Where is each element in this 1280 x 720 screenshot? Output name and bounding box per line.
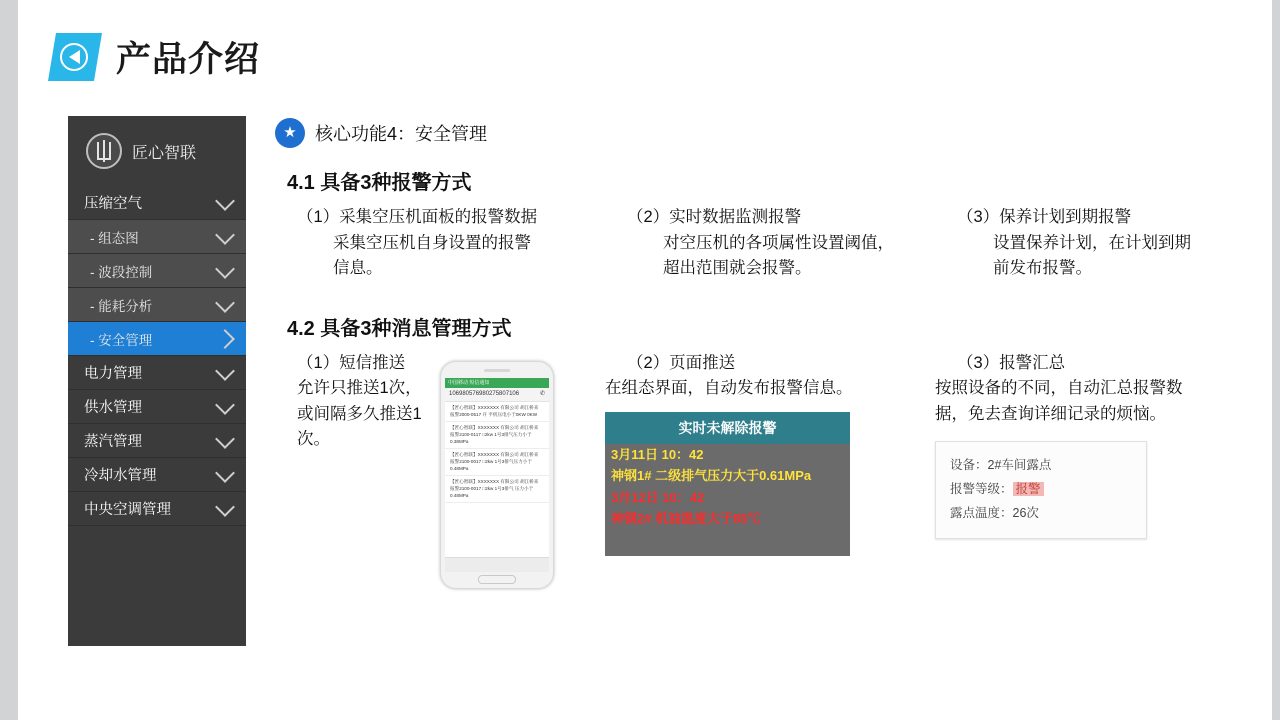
sidebar-item-label: 冷却水管理 — [84, 468, 157, 484]
section-4-1-column-3 — [935, 205, 1265, 282]
text-line: 允许只推送1次， — [297, 379, 422, 398]
app-sidebar-mock — [68, 116, 246, 646]
factory-logo-icon — [86, 133, 122, 169]
phone-mockup-wrap — [275, 361, 605, 591]
star-badge-icon: ★ — [275, 118, 305, 148]
table-row: 3月11日 10：42 — [611, 446, 704, 462]
sidebar-item-label: 蒸汽管理 — [84, 434, 142, 450]
text-line: （1）短信推送 — [297, 353, 406, 372]
text-line: 次。 — [297, 430, 330, 449]
card-row — [950, 454, 1132, 478]
card-row — [950, 502, 1132, 526]
section-4-1-title: 4.1 具备3种报警方式 — [287, 172, 472, 194]
sidebar-item-configuration-diagram[interactable] — [68, 220, 246, 254]
home-button[interactable] — [478, 575, 516, 584]
phone-icon[interactable]: ✆ — [539, 390, 545, 397]
sidebar-item-label: 中央空调管理 — [84, 502, 171, 518]
dew-point-card-image — [935, 441, 1147, 538]
text-line: 在组态界面，自动发布报警信息。 — [605, 379, 853, 398]
card-row-label: 报警等级： — [950, 482, 1013, 497]
status-badge: 报警 — [1013, 482, 1044, 496]
sidebar-item-label: - 组态图 — [90, 230, 139, 246]
chevron-right-icon — [215, 329, 235, 349]
sidebar-item-steam-management[interactable] — [68, 424, 246, 458]
section-4-2-column-2 — [605, 351, 935, 591]
table-row: 神钢1# 二级排气压力大于0.61MPa — [611, 468, 812, 484]
sidebar-item-label: - 波段控制 — [90, 264, 153, 280]
sidebar-item-label: 供水管理 — [84, 400, 142, 416]
sidebar-item-safety-management[interactable] — [68, 322, 246, 356]
chevron-down-icon — [215, 293, 235, 313]
page-header — [48, 32, 260, 82]
text-line: （3）报警汇总 — [957, 353, 1066, 372]
phone-screen — [445, 378, 549, 558]
list-item: 【匠心智联】XXXXXXX 有限公司 胡江桥来 报警2100-0017 □2kw 1号3排气 压力小于 0.48MPa — [445, 476, 549, 503]
sidebar-item-energy-analysis[interactable] — [68, 288, 246, 322]
left-decoration-band — [0, 0, 18, 720]
table-row: 神钢2# 机油温度大于85℃ — [611, 511, 761, 527]
sidebar-item-power-management[interactable] — [68, 356, 246, 390]
slide-content — [275, 118, 1265, 591]
text-line: 按照设备的不同，自动汇总报警数 — [935, 379, 1183, 398]
chevron-down-icon — [215, 429, 235, 449]
page-title: 产品介绍 — [116, 40, 261, 79]
text-line: （1）采集空压机面板的报警数据 — [297, 208, 538, 226]
chevron-down-icon — [215, 191, 235, 211]
text-line: 或间隔多久推送1 — [297, 404, 422, 423]
sidebar-item-water-supply-management[interactable] — [68, 390, 246, 424]
sidebar-item-central-ac-management[interactable] — [68, 492, 246, 526]
chevron-down-icon — [215, 463, 235, 483]
text-line: 采集空压机自身设置的报警 — [333, 233, 531, 252]
card-row-value: 2#车间露点 — [987, 458, 1052, 473]
core-feature-heading — [275, 118, 1265, 148]
alarm-table-header: 实时未解除报警 — [605, 412, 850, 444]
section-4-2-columns — [275, 351, 1265, 591]
text-line: 据，免去查询详细记录的烦恼。 — [935, 404, 1166, 423]
sidebar-item-label: - 能耗分析 — [90, 298, 153, 314]
play-left-icon — [48, 33, 102, 81]
chevron-down-icon — [215, 497, 235, 517]
card-row-label: 露点温度： — [950, 505, 1013, 520]
card-row — [950, 478, 1132, 502]
list-item: 【匠心智联】XXXXXXX 有限公司 胡江桥来 报警2100-0117 □2kw 1号3排气压力小于 0.38MPa — [445, 422, 549, 449]
sidebar-brand-label: 匠心智联 — [132, 144, 197, 162]
card-row-value: 26次 — [1012, 505, 1039, 520]
sidebar-item-compressed-air[interactable] — [68, 186, 246, 220]
text-line: 前发布报警。 — [993, 259, 1092, 278]
text-line: 信息。 — [333, 259, 383, 278]
chevron-down-icon — [215, 361, 235, 381]
list-item: 【匠心智联】XXXXXXX 有限公司 胡江桥来 报警2000-0517 开 平机压电小于0KW 0KW — [445, 402, 549, 422]
section-4-1-column-2 — [605, 205, 935, 282]
section-4-2-column-3 — [935, 351, 1265, 591]
text-line: （3）保养计划到期报警 — [957, 208, 1132, 226]
chevron-down-icon — [215, 225, 235, 245]
card-row-label: 设备： — [950, 458, 988, 473]
sidebar-item-cooling-water-management[interactable] — [68, 458, 246, 492]
section-4-1-column-1 — [275, 205, 605, 282]
right-decoration-band — [1272, 0, 1280, 720]
list-item: 【匠心智联】XXXXXXX 有限公司 胡江桥来 报警2100-0017 □2kw 1号3排气压力小于 0.48MPa — [445, 449, 549, 476]
table-row: 3月12日 10：42 — [611, 489, 705, 505]
section-4-2-title: 4.2 具备3种消息管理方式 — [287, 317, 512, 340]
text-line: （2）页面推送 — [627, 353, 736, 372]
phone-mockup — [440, 361, 554, 589]
section-4-2-column-1 — [275, 351, 605, 591]
phone-statusbar: 中国移动 短信通知 — [445, 378, 549, 388]
sidebar-item-label: 压缩空气 — [84, 196, 142, 212]
text-line: 设置保养计划，在计划到期 — [993, 233, 1191, 252]
section-4-1-columns — [275, 205, 1265, 282]
sidebar-brand — [68, 116, 246, 186]
alarm-table-image — [605, 412, 850, 556]
chevron-down-icon — [215, 395, 235, 415]
text-line: （2）实时数据监测报警 — [627, 208, 802, 226]
core-feature-label: 核心功能4：安全管理 — [315, 124, 488, 144]
phone-navbar — [445, 557, 549, 572]
text-line: 对空压机的各项属性设置阈值， — [663, 233, 894, 252]
text-line: 超出范围就会报警。 — [663, 259, 812, 278]
phone-speaker — [484, 369, 510, 372]
phone-sender-number — [445, 388, 549, 402]
sidebar-item-label: 电力管理 — [84, 366, 142, 382]
sidebar-item-label: - 安全管理 — [90, 332, 153, 348]
sidebar-item-band-control[interactable] — [68, 254, 246, 288]
phone-number-label: 106980576980275807106 — [449, 390, 520, 397]
chevron-down-icon — [215, 259, 235, 279]
